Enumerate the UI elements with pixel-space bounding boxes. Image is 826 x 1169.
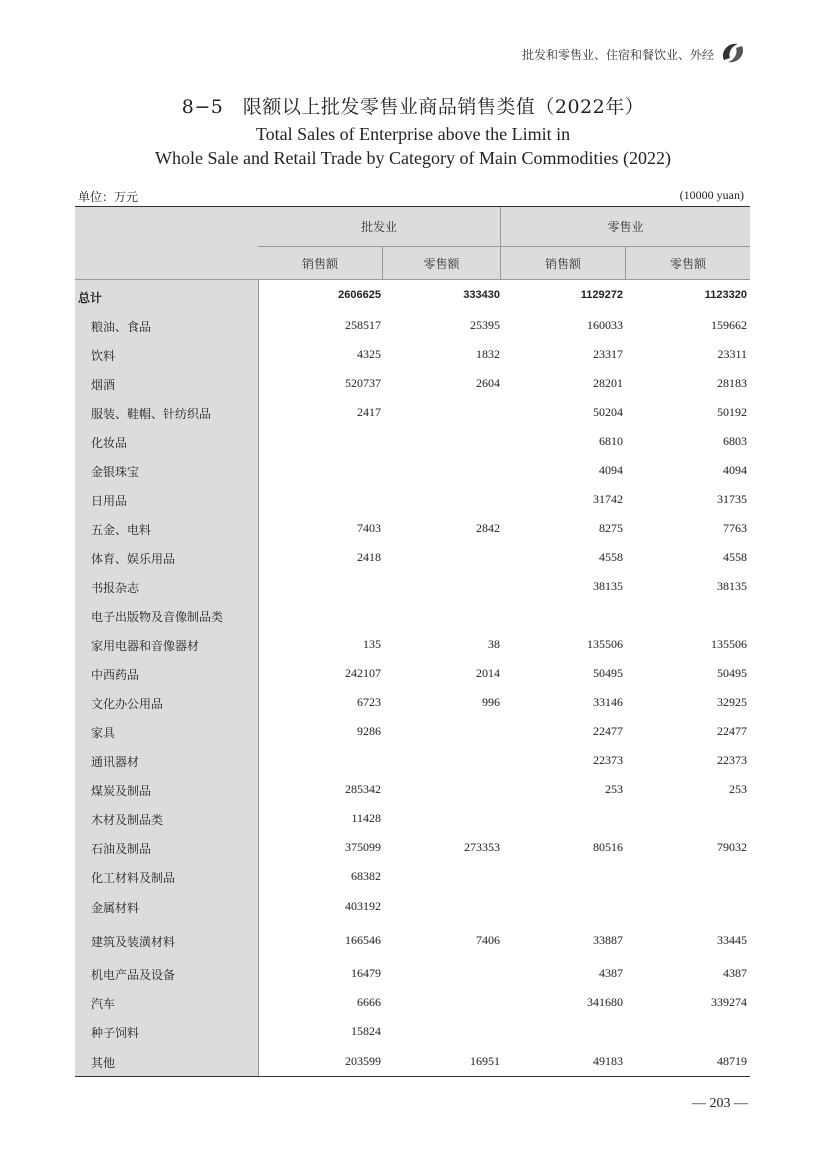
publication-logo-icon [718,38,748,68]
table-row [75,519,750,539]
subheader-retail-sales: 销售额 [544,256,581,271]
row-label: 日用品 [91,494,128,508]
table-row-total [75,287,750,307]
table-row [75,345,750,365]
row-label: 粮油、食品 [91,320,152,334]
row-label: 电子出版物及音像制品类 [91,610,224,624]
cell-value: 7403 [357,521,381,535]
cell-value: 2417 [357,405,381,419]
cell-value: 4094 [599,463,623,477]
cell-value: 4387 [599,966,623,980]
cell-value: 79032 [717,840,747,854]
table-row [75,548,750,568]
cell-value: 159662 [711,318,747,332]
cell-value: 341680 [587,995,623,1009]
row-label: 文化办公用品 [91,697,164,711]
cell-value: 6723 [357,695,381,709]
cell-value: 38135 [593,579,623,593]
cell-value: 2604 [476,376,500,390]
cell-value: 4558 [599,550,623,564]
table-row [75,867,750,887]
cell-value: 31742 [593,492,623,506]
table-row [75,693,750,713]
cell-value: 50204 [593,405,623,419]
cell-value: 9286 [357,724,381,738]
table-row [75,964,750,984]
table-row [75,316,750,336]
table-row [75,403,750,423]
cell-value: 253 [729,782,747,796]
header-wholesale: 批发业 [360,220,397,234]
cell-value: 16951 [470,1054,500,1068]
row-label: 化工材料及制品 [91,871,176,885]
cell-value: 242107 [345,666,381,680]
row-label: 体育、娱乐用品 [91,552,176,566]
subheader-wholesale-sales: 销售额 [301,256,338,271]
cell-value: 38135 [717,579,747,593]
cell-value: 2418 [357,550,381,564]
table-row [75,780,750,800]
cell-value: 28201 [593,376,623,390]
cell-value: 2606625 [338,289,381,301]
cell-value: 375099 [345,840,381,854]
subheader-wholesale-retail: 零售额 [423,256,460,271]
table-row [75,374,750,394]
row-label: 石油及制品 [91,842,152,856]
cell-value: 996 [482,695,500,709]
cell-value: 135 [363,637,381,651]
table-title-english-line2: Whole Sale and Retail Trade by Category of Main Commodities (2022) [155,148,671,168]
row-label: 机电产品及设备 [91,968,176,982]
cell-value: 22477 [593,724,623,738]
table-row [75,993,750,1013]
cell-value: 48719 [717,1054,747,1068]
cell-value: 50192 [717,405,747,419]
cell-value: 6666 [357,995,381,1009]
cell-value: 28183 [717,376,747,390]
cell-value: 160033 [587,318,623,332]
cell-value: 49183 [593,1054,623,1068]
cell-value: 7406 [476,933,500,947]
table-row [75,490,750,510]
row-label: 建筑及装潢材料 [91,935,176,949]
header-retail: 零售业 [607,220,644,234]
cell-value: 38 [488,637,500,651]
table-row [75,577,750,597]
cell-value: 258517 [345,318,381,332]
cell-value: 23317 [593,347,623,361]
table-row [75,809,750,829]
row-label: 饮料 [91,349,116,363]
cell-value: 50495 [593,666,623,680]
cell-value: 4387 [723,966,747,980]
cell-value: 8275 [599,521,623,535]
row-label: 总计 [78,291,103,305]
cell-value: 166546 [345,933,381,947]
cell-value: 135506 [587,637,623,651]
cell-value: 2842 [476,521,500,535]
cell-value: 403192 [345,899,381,913]
cell-value: 22477 [717,724,747,738]
cell-value: 33887 [593,933,623,947]
row-label: 书报杂志 [91,581,140,595]
row-label: 家用电器和音像器材 [91,639,200,653]
table-row [75,606,750,626]
row-label: 五金、电料 [91,523,152,537]
cell-value: 4325 [357,347,381,361]
subheader-retail-retail: 零售额 [669,256,706,271]
cell-value: 31735 [717,492,747,506]
cell-value: 23311 [717,347,747,361]
cell-value: 15824 [351,1024,381,1038]
row-label: 家具 [91,726,116,740]
row-label: 种子饲料 [91,1026,140,1040]
cell-value: 135506 [711,637,747,651]
row-label: 木材及制品类 [91,813,164,827]
row-label: 烟酒 [91,378,116,392]
cell-value: 6803 [723,434,747,448]
cell-value: 11428 [351,811,381,825]
row-label: 化妆品 [91,436,128,450]
cell-value: 32925 [717,695,747,709]
sales-table [75,206,750,1077]
cell-value: 2014 [476,666,500,680]
cell-value: 22373 [593,753,623,767]
row-label: 中西药品 [91,668,140,682]
table-title-english-line1: Total Sales of Enterprise above the Limit in [255,124,571,144]
cell-value: 7763 [723,521,747,535]
table-row [75,931,750,951]
row-label: 其他 [91,1056,116,1070]
row-label: 汽车 [91,997,116,1011]
cell-value: 68382 [351,869,381,883]
cell-value: 203599 [345,1054,381,1068]
row-label: 金银珠宝 [91,465,140,479]
cell-value: 333430 [463,289,500,301]
unit-label-chinese: 单位：万元 [78,190,139,204]
cell-value: 273353 [464,840,500,854]
table-row [75,635,750,655]
cell-value: 4558 [723,550,747,564]
unit-label-english: (10000 yuan) [679,188,744,202]
cell-value: 285342 [345,782,381,796]
cell-value: 25395 [470,318,500,332]
table-row [75,664,750,684]
row-label: 通讯器材 [91,755,140,769]
cell-value: 520737 [345,376,381,390]
table-row [75,751,750,771]
cell-value: 33146 [593,695,623,709]
cell-value: 50495 [717,666,747,680]
table-row [75,1052,750,1072]
row-label: 煤炭及制品 [91,784,152,798]
cell-value: 6810 [599,434,623,448]
cell-value: 1129272 [580,289,623,301]
cell-value: 16479 [351,966,381,980]
cell-value: 80516 [593,840,623,854]
cell-value: 1832 [476,347,500,361]
table-row [75,838,750,858]
cell-value: 4094 [723,463,747,477]
table-row [75,722,750,742]
row-label: 金属材料 [91,901,140,915]
table-row [75,1022,750,1042]
cell-value: 1123320 [704,289,747,301]
cell-value: 253 [605,782,623,796]
table-row [75,432,750,452]
running-head: 批发和零售业、住宿和餐饮业、外经 [521,48,714,62]
cell-value: 22373 [717,753,747,767]
table-row [75,461,750,481]
table-title-chinese: 8−5 限额以上批发零售业商品销售类值（2022年） [181,96,645,118]
row-label: 服装、鞋帽、针纺织品 [91,407,212,421]
page-number: — 203 — [692,1096,748,1111]
table-row [75,897,750,917]
cell-value: 33445 [717,933,747,947]
cell-value: 339274 [711,995,747,1009]
